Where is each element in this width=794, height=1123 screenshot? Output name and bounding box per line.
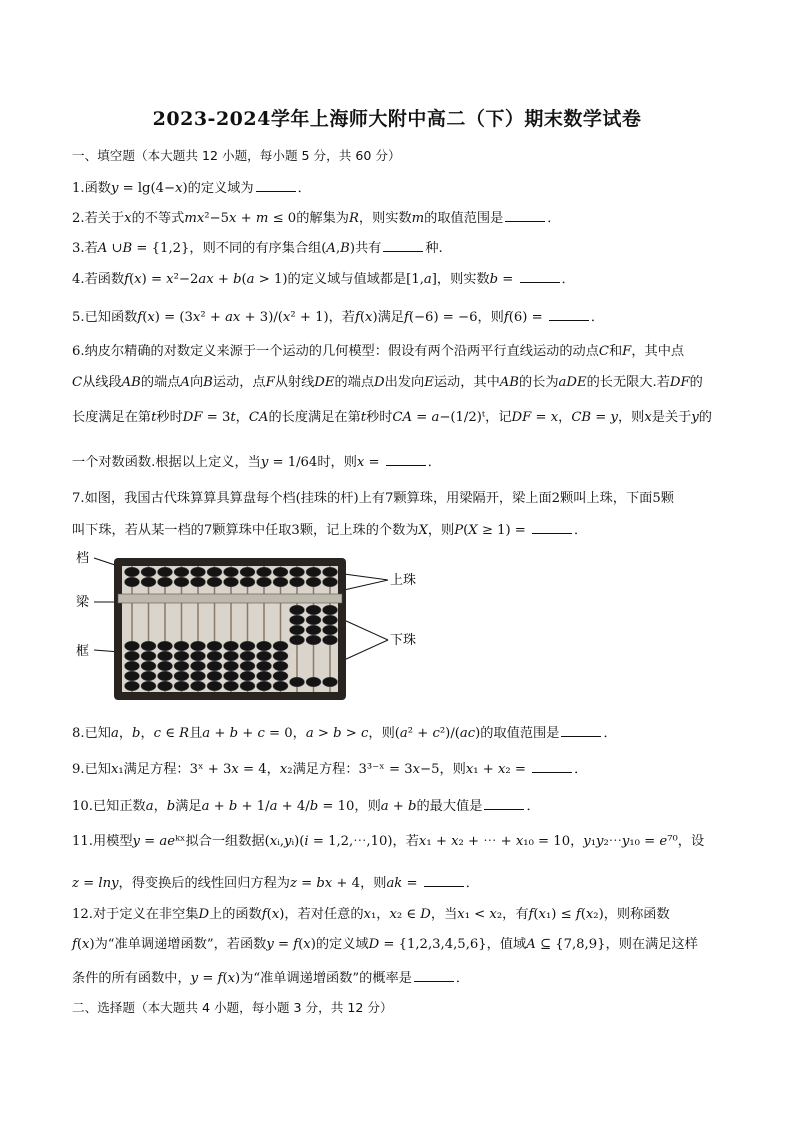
- abacus-bead: [306, 577, 321, 587]
- answer-blank[interactable]: [256, 177, 296, 192]
- abacus-bead: [125, 651, 140, 661]
- label-kuang: 框: [76, 644, 90, 659]
- abacus-bead: [174, 671, 189, 681]
- abacus-bead: [207, 651, 222, 661]
- question-8: [72, 722, 732, 744]
- abacus-bead: [141, 651, 156, 661]
- abacus-bead: [224, 577, 239, 587]
- abacus-bead: [207, 567, 222, 577]
- abacus-bead: [306, 615, 321, 625]
- question-6-line-3: 长度满足在第𝑡秒时𝐷𝐹 = 3𝑡，𝐶𝐴的长度满足在第𝑡秒时𝐶𝐴 = 𝑎−(1/2)ᵗ，记𝐷𝐹 = 𝑥，𝐶𝐵 = 𝑦，则𝑥是关于𝑦的: [72, 410, 712, 425]
- abacus-bead: [323, 635, 338, 645]
- question-3-end: 种.: [425, 241, 443, 256]
- abacus-bead: [191, 577, 206, 587]
- abacus-bead: [306, 605, 321, 615]
- abacus-bead: [191, 681, 206, 691]
- question-3-text: 3.若𝐴 ∪𝐵 = {1,2}，则不同的有序集合组(𝐴,𝐵)共有: [72, 241, 382, 256]
- abacus-bead: [191, 651, 206, 661]
- answer-blank[interactable]: [484, 795, 524, 810]
- question-11-text: 𝑧 = 𝑙𝑛𝑦，得变换后的线性回归方程为𝑧 = 𝑏𝑥 + 4，则𝑎𝑘 =: [72, 876, 422, 891]
- label-dang: 档: [76, 551, 90, 566]
- abacus-bead: [158, 661, 173, 671]
- abacus-bead: [125, 577, 140, 587]
- question-4-text: 4.若函数𝑓(𝑥) = 𝑥²−2𝑎𝑥 + 𝑏(𝑎 > 1)的定义域与值域都是[1,𝑎]，则实数𝑏 =: [72, 272, 518, 287]
- question-10-end: ．: [526, 799, 540, 814]
- answer-blank[interactable]: [561, 722, 601, 737]
- question-3: [72, 237, 732, 259]
- question-1: [72, 177, 732, 199]
- abacus-bead: [240, 577, 255, 587]
- question-5: [72, 306, 732, 328]
- abacus-bead: [224, 661, 239, 671]
- abacus-bead: [290, 625, 305, 635]
- question-5-text: 5.已知函数𝑓(𝑥) = (3𝑥² + 𝑎𝑥 + 3)/(𝑥² + 1)，若𝑓(𝑥)满足𝑓(−6) = −6，则𝑓(6) =: [72, 310, 547, 325]
- abacus-bead: [323, 567, 338, 577]
- question-11-end: ．: [465, 876, 479, 891]
- question-12-text: 条件的所有函数中，𝑦 = 𝑓(𝑥)为“准单调递增函数”的概率是: [72, 971, 412, 986]
- pointer-line: [344, 620, 388, 640]
- abacus-bead: [141, 577, 156, 587]
- abacus-bead: [306, 625, 321, 635]
- abacus-bead: [174, 651, 189, 661]
- label-xiazhu: 下珠: [390, 633, 417, 648]
- abacus-bead: [125, 681, 140, 691]
- question-1-text: 1.函数𝑦 = lg(4−𝑥)的定义域为: [72, 181, 254, 196]
- abacus-bead: [174, 681, 189, 691]
- label-shangzhu: 上珠: [390, 573, 417, 588]
- abacus-bead: [207, 577, 222, 587]
- abacus-bead: [323, 615, 338, 625]
- question-4-end: ．: [561, 272, 575, 287]
- question-4: [72, 268, 732, 290]
- question-11-line-1: 11.用模型𝑦 = 𝑎𝑒ᵏˣ拟合一组数据(𝑥ᵢ,𝑦ᵢ)(𝑖 = 1,2,⋯,10)，若𝑥₁ + 𝑥₂ + ⋯ + 𝑥₁₀ = 10，𝑦₁𝑦₂⋯𝑦₁₀ = 𝑒⁷⁰，设: [72, 834, 705, 849]
- section-2-header: 二、选择题（本大题共 4 小题，每小题 3 分，共 12 分）: [72, 1000, 393, 1015]
- section-1-header: 一、填空题（本大题共 12 小题，每小题 5 分，共 60 分）: [72, 148, 401, 163]
- abacus-bead: [323, 625, 338, 635]
- abacus-bead: [273, 651, 288, 661]
- abacus-bead: [158, 641, 173, 651]
- question-2: [72, 207, 732, 229]
- abacus-bead: [290, 577, 305, 587]
- abacus-bead: [125, 641, 140, 651]
- pointer-line: [344, 640, 388, 660]
- abacus-bead: [207, 661, 222, 671]
- abacus-bead: [141, 641, 156, 651]
- answer-blank[interactable]: [424, 872, 464, 887]
- pointer-line: [344, 574, 388, 580]
- abacus-bead: [224, 567, 239, 577]
- question-6-line-2: 𝐶从线段𝐴𝐵的端点𝐴向𝐵运动，点𝐹从射线𝐷𝐸的端点𝐷出发向𝐸运动，其中𝐴𝐵的长为𝑎𝐷𝐸的长无限大.若𝐷𝐹的: [72, 375, 703, 390]
- abacus-bead: [174, 577, 189, 587]
- answer-blank[interactable]: [520, 268, 560, 283]
- abacus-bead: [290, 567, 305, 577]
- question-2-text: 2.若关于𝑥的不等式𝑚𝑥²−5𝑥 + 𝑚 ≤ 0的解集为𝑅，则实数𝑚的取值范围是: [72, 211, 504, 226]
- answer-blank[interactable]: [532, 519, 572, 534]
- question-8-text: 8.已知𝑎，𝑏，𝑐 ∈ 𝑅且𝑎 + 𝑏 + 𝑐 = 0，𝑎 > 𝑏 > 𝑐，则(𝑎² + 𝑐²)/(𝑎𝑐)的取值范围是: [72, 726, 560, 741]
- abacus-bead: [240, 671, 255, 681]
- abacus-bead: [323, 677, 338, 687]
- abacus-bead: [174, 641, 189, 651]
- abacus-bead: [158, 577, 173, 587]
- abacus-figure: [72, 548, 432, 704]
- question-7-line-2: [72, 519, 732, 541]
- question-12-line-1: 12.对于定义在非空集𝐷上的函数𝑓(𝑥)，若对任意的𝑥₁，𝑥₂ ∈ 𝐷，当𝑥₁ < 𝑥₂，有𝑓(𝑥₁) ≤ 𝑓(𝑥₂)，则称函数: [72, 907, 670, 922]
- label-liang: 梁: [76, 595, 90, 610]
- abacus-bead: [191, 567, 206, 577]
- abacus-bead: [290, 605, 305, 615]
- answer-blank[interactable]: [414, 967, 454, 982]
- abacus-bead: [290, 635, 305, 645]
- question-11-line-2: [72, 872, 732, 894]
- answer-blank[interactable]: [532, 758, 572, 773]
- abacus-bead: [174, 661, 189, 671]
- abacus-bead: [273, 641, 288, 651]
- abacus-bead: [174, 567, 189, 577]
- question-6-text: 一个对数函数.根据以上定义，当𝑦 = 1/64时，则𝑥 =: [72, 455, 384, 470]
- question-12-line-3: [72, 967, 732, 989]
- abacus-bead: [141, 567, 156, 577]
- abacus-bead: [257, 651, 272, 661]
- abacus-bead: [240, 681, 255, 691]
- abacus-bead: [207, 671, 222, 681]
- abacus-bead: [240, 661, 255, 671]
- answer-blank[interactable]: [383, 237, 423, 252]
- abacus-bead: [240, 567, 255, 577]
- abacus-bead: [207, 641, 222, 651]
- answer-blank[interactable]: [386, 451, 426, 466]
- abacus-bead: [273, 671, 288, 681]
- abacus-bead: [306, 567, 321, 577]
- question-12-line-2: 𝑓(𝑥)为“准单调递增函数”，若函数𝑦 = 𝑓(𝑥)的定义域𝐷 = {1,2,3,4,5,6}，值域𝐴 ⊆ {7,8,9}，则在满足这样: [72, 937, 698, 952]
- abacus-bead: [273, 681, 288, 691]
- abacus-bead: [290, 677, 305, 687]
- abacus-bead: [158, 681, 173, 691]
- abacus-bead: [224, 651, 239, 661]
- question-9-text: 9.已知𝑥₁满足方程：3ˣ + 3𝑥 = 4，𝑥₂满足方程：3³⁻ˣ = 3𝑥−5，则𝑥₁ + 𝑥₂ =: [72, 762, 531, 777]
- abacus-bead: [273, 567, 288, 577]
- abacus-bead: [290, 615, 305, 625]
- question-8-end: ．: [603, 726, 617, 741]
- abacus-bead: [207, 681, 222, 691]
- abacus-bead: [257, 661, 272, 671]
- question-1-end: ．: [297, 181, 311, 196]
- abacus-bead: [224, 641, 239, 651]
- pointer-line: [344, 580, 388, 590]
- abacus-bead: [224, 681, 239, 691]
- abacus-bead: [257, 671, 272, 681]
- abacus-bead: [191, 641, 206, 651]
- abacus-bead: [323, 605, 338, 615]
- abacus-bead: [125, 567, 140, 577]
- abacus-bead: [323, 577, 338, 587]
- abacus-bead: [257, 641, 272, 651]
- abacus-bead: [141, 661, 156, 671]
- question-10-text: 10.已知正数𝑎，𝑏满足𝑎 + 𝑏 + 1/𝑎 + 4/𝑏 = 10，则𝑎 + 𝑏的最大值是: [72, 799, 483, 814]
- abacus-bead: [125, 661, 140, 671]
- abacus-bead: [191, 661, 206, 671]
- question-12-end: ．: [455, 971, 470, 986]
- question-7-text: 叫下珠，若从某一档的7颗算珠中任取3颗，记上珠的个数为𝑋，则𝑃(𝑋 ≥ 1) =: [72, 523, 531, 538]
- question-6-end: ．: [427, 455, 441, 470]
- question-7-line-1: 7.如图，我国古代珠算算具算盘每个档(挂珠的杆)上有7颗算珠，用梁隔开，梁上面2颗叫上珠，下面5颗: [72, 491, 674, 506]
- abacus-bead: [306, 677, 321, 687]
- question-9: [72, 758, 732, 780]
- abacus-bead: [273, 577, 288, 587]
- abacus-bead: [257, 567, 272, 577]
- abacus-bead: [158, 567, 173, 577]
- question-9-end: ．: [574, 762, 588, 777]
- abacus-bead: [240, 641, 255, 651]
- abacus-bead: [141, 681, 156, 691]
- abacus-bead: [158, 651, 173, 661]
- abacus-bead: [125, 671, 140, 681]
- abacus-bead: [273, 661, 288, 671]
- question-6-line-1: 6.纳皮尔精确的对数定义来源于一个运动的几何模型：假设有两个沿两平行直线运动的动点𝐶和𝐹，其中点: [72, 344, 685, 359]
- abacus-bead: [158, 671, 173, 681]
- question-2-end: ．: [547, 211, 561, 226]
- abacus-bead: [306, 635, 321, 645]
- abacus-bead: [224, 671, 239, 681]
- answer-blank[interactable]: [505, 207, 545, 222]
- question-6-line-4: [72, 451, 732, 473]
- abacus-bead: [257, 681, 272, 691]
- question-10: [72, 795, 732, 817]
- exam-title: 2023-2024学年上海师大附中高二（下）期末数学试卷: [152, 108, 642, 130]
- abacus-bead: [191, 671, 206, 681]
- answer-blank[interactable]: [549, 306, 589, 321]
- question-5-end: ．: [590, 310, 605, 325]
- abacus-bead: [141, 671, 156, 681]
- abacus-bead: [257, 577, 272, 587]
- question-7-end: ．: [574, 523, 588, 538]
- abacus-bead: [240, 651, 255, 661]
- abacus-beam: [118, 594, 342, 603]
